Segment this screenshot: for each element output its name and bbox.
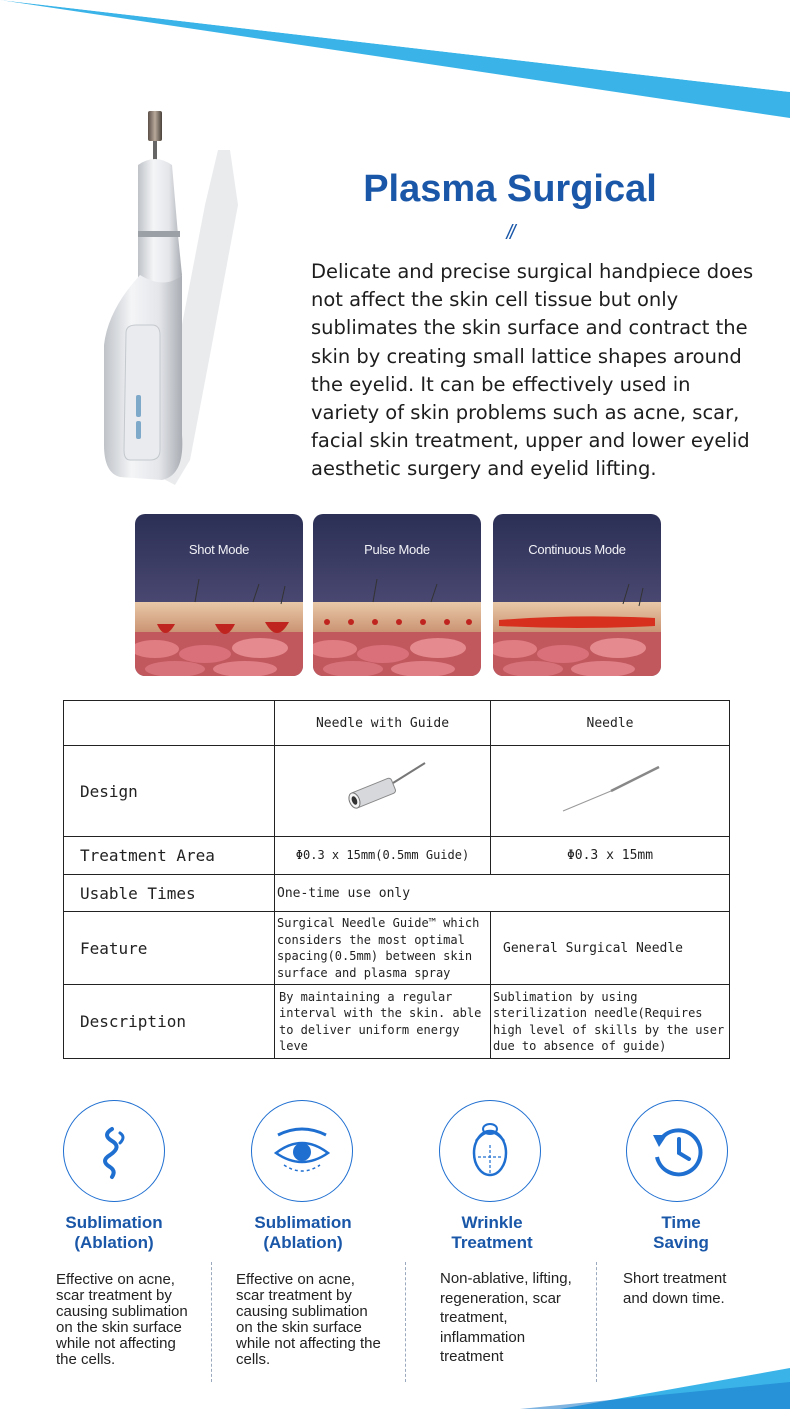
feature-title-1: Sublimation (Ablation) — [65, 1213, 163, 1252]
feature-desc-3: Non-ablative, lifting, regeneration, scar treatment, inflammation treatment — [440, 1270, 572, 1365]
title-divider: // — [506, 222, 514, 244]
feature-title-2: Sublimation (Ablation) — [254, 1213, 352, 1252]
treatment-area-guide: Φ0.3 x 15mm(0.5mm Guide) — [275, 837, 491, 875]
feature-desc-2: Effective on acne, scar treatment by causing sublimation on the skin surface while not affecting the cells. — [236, 1271, 381, 1368]
table-row-usable-times — [64, 875, 730, 912]
smoke-icon — [64, 1101, 164, 1201]
mode-card-pulse — [313, 514, 481, 676]
mode-label-continuous: Continuous Mode — [528, 542, 626, 557]
mode-card-shot — [135, 514, 303, 676]
row-label-usable-times: Usable Times — [64, 875, 275, 912]
feature-circle-4 — [626, 1100, 728, 1202]
row-label-description: Description — [64, 985, 275, 1059]
mode-label-shot: Shot Mode — [188, 542, 250, 557]
table-header-empty — [64, 701, 275, 746]
table-header-row — [64, 701, 730, 746]
treatment-area-needle: Φ0.3 x 15mm — [491, 837, 730, 875]
feature-circle-3 — [439, 1100, 541, 1202]
table-row-design — [64, 746, 730, 837]
bottom-corner-stripe — [0, 1360, 790, 1409]
feature-needle: General Surgical Needle — [491, 912, 730, 985]
mode-label-pulse: Pulse Mode — [364, 542, 430, 557]
clock-icon — [627, 1101, 727, 1201]
table-row-feature — [64, 912, 730, 985]
row-label-design: Design — [64, 746, 275, 837]
spec-table — [63, 700, 730, 1059]
feature-title-4: Time Saving — [653, 1213, 709, 1252]
header-needle-with-guide: Needle with Guide — [275, 701, 491, 746]
feature-desc-4: Short treatment and down time. — [623, 1270, 727, 1307]
needle-with-guide-image — [275, 746, 491, 837]
eye-icon — [252, 1101, 352, 1201]
face-icon — [440, 1101, 540, 1201]
feature-desc-1: Effective on acne, scar treatment by causing sublimation on the skin surface while not affecting the cells. — [56, 1271, 188, 1368]
header-needle: Needle — [491, 701, 730, 746]
feature-circle-1 — [63, 1100, 165, 1202]
needle-image — [491, 746, 730, 837]
feature-circle-2 — [251, 1100, 353, 1202]
page-title: Plasma Surgical — [363, 168, 657, 210]
description-needle: Sublimation by using sterilization needle(Requires high level of skills by the user due to absence of guide) — [491, 985, 730, 1059]
table-row-description — [64, 985, 730, 1059]
description-guide: By maintaining a regular interval with the skin. able to deliver uniform energy leve — [275, 985, 491, 1059]
row-label-feature: Feature — [64, 912, 275, 985]
hero-description: Delicate and precise surgical handpiece does not affect the skin cell tissue but only sublimates the skin surface and contract the skin by creating small lattice shapes around the eyelid. It can be effectively used in variety of skin problems such as acne, scar, facial skin treatment, upper and lower eyelid aesthetic surgery and eyelid lifting. — [311, 260, 754, 481]
row-label-treatment-area: Treatment Area — [64, 837, 275, 875]
table-row-treatment-area — [64, 837, 730, 875]
feature-guide: Surgical Needle Guide™ which considers the most optimal spacing(0.5mm) between skin surface and plasma spray — [275, 912, 491, 985]
feature-title-3: Wrinkle Treatment — [451, 1213, 533, 1252]
mode-card-continuous — [493, 514, 661, 676]
handpiece-image — [90, 105, 260, 490]
usable-times-value: One-time use only — [275, 875, 730, 912]
